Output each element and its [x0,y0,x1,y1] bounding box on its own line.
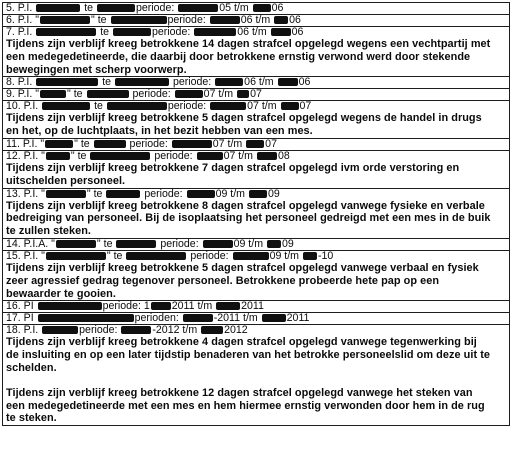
entry-location-label: te [91,101,106,113]
redacted-date-end [278,78,298,86]
redacted-date-start [210,16,240,24]
entry-row-15 [3,251,509,301]
entry-location-label: te [81,3,96,14]
entry-period-to: 06 [289,15,301,26]
entry-row-8 [3,77,509,89]
entry-period-from: 05 t/m [219,3,252,14]
incident-text-line: en het, op de luchtplaats, in het bezit hebben van een mes. [6,125,313,138]
redacted-name [42,102,90,110]
entry-row-16 [3,301,509,313]
redacted-date-end [281,102,299,110]
incident-text-line: uitschelden personeel. [6,174,126,187]
entry-prefix: 16. PI [6,301,37,313]
redacted-date-start [151,302,171,310]
entry-header-16 [6,301,506,312]
redacted-name [38,302,102,310]
redacted-date-end [216,302,240,310]
entry-row-17 [3,313,509,325]
incident-text-line: een medegedetineerde met een mes en hem hiermee ernstig verwonden door hem in de rug [6,399,485,412]
incident-text-line: te steken. [6,412,57,425]
entry-header-6 [6,15,506,26]
redacted-date-end [237,90,249,98]
entry-header-9 [6,89,506,100]
incident-text-line: zeer agressief gedrag tegenover personeel. Betrokkene probeerde hete pap op een [6,274,440,287]
entry-location-label: " te [70,150,90,162]
incident-text-line: Tijdens zijn verblijf kreeg betrokkene 7 dagen strafcel opgelegd ivm orde verstoring en [6,161,460,174]
incident-text-line: een medegedetineerde, die daarbij door betrokkene ernstig verwond werd door stekende [6,50,471,63]
redacted-name [40,16,90,24]
document-table [2,2,510,426]
entry-period-label: periode: [151,150,196,162]
entry-period-to: 09 [281,238,294,250]
redacted-name [46,252,106,260]
entry-period-from: 07 t/m [247,101,280,113]
redacted-date-end [262,314,286,322]
entry-row-11 [3,139,509,151]
redacted-name [46,152,70,160]
entry-prefix: 9. P.I. " [6,89,40,101]
entry-period-from: 06 t/m [237,27,270,38]
entry-period-from: 09 t/m [269,250,302,262]
redacted-name [56,240,96,248]
incident-text-line: Tijdens zijn verblijf kreeg betrokkene 5 dagen strafcel opgelegd vanwege verbaal en fysiek [6,261,479,274]
redacted-date-start [210,102,246,110]
redacted-name [42,326,78,334]
entry-period-to: 2011 [286,313,310,325]
entry-location-label: te [97,27,112,38]
entry-header-14 [6,239,506,250]
entry-period-to: 07 [250,89,262,101]
redacted-name [36,28,96,36]
redacted-location [126,252,186,260]
entry-prefix: 7. P.I. [6,27,36,38]
redacted-location [94,140,126,148]
entry-location-label: " te [91,15,110,26]
redacted-date-end [249,190,267,198]
entry-period-to: 06 [271,3,284,14]
redacted-location [97,4,135,12]
incident-text-line: Tijdens zijn verblijf kreeg betrokkene 5 dagen strafcel opgelegd wegens de handel in drugs [6,112,482,125]
entry-period-to: 07 [299,101,312,113]
entry-prefix: 10. P.I. [6,101,42,113]
redacted-date-end [246,140,264,148]
redacted-date-end [257,152,277,160]
entry-period-to: 09 [267,188,280,200]
entry-period-label: periode: [79,325,121,337]
redacted-date-start [183,314,213,322]
redacted-location [115,78,169,86]
redacted-date-start [172,140,212,148]
entry-period-label: perioden: [134,313,182,325]
redacted-date-start [233,252,269,260]
entry-period-from: 07 t/m [212,138,246,150]
entry-period-to: 06 [291,27,304,38]
entry-prefix: 13. P.I. " [6,188,45,200]
entry-header-5 [6,3,506,14]
entry-period-to: 06 [298,77,311,89]
redacted-date-start [203,240,233,248]
entry-period-to: 2011 [241,301,264,313]
entry-row-6 [3,15,509,27]
entry-row-14 [3,239,509,251]
entry-period-label: periode: [187,250,232,262]
entry-period-to: 07 [265,138,277,150]
entry-period-label: periode: [167,101,210,113]
incident-text-line: de insluiting en op een later tijdstip benaderen van het betrokke personeelslid om deze uit te [6,349,490,362]
redacted-name [36,78,98,86]
entry-header-15 [6,251,506,262]
redacted-date-start [175,90,203,98]
incident-text-line: Tijdens zijn verblijf kreeg betrokkene 14 dagen strafcel opgelegd wegens een vechtpartij met [6,38,491,50]
incident-text-line: te zullen steken. [6,225,91,238]
entry-header-12 [6,151,506,162]
redacted-location [116,240,156,248]
paragraph-gap [6,375,506,387]
redacted-location [106,190,140,198]
redacted-location [111,16,167,24]
entry-period-from: -2011 t/m [213,313,261,325]
redacted-date-end [271,28,291,36]
redacted-date-start [187,190,215,198]
entry-location-label: " te [67,89,86,101]
entry-row-12 [3,151,509,189]
redacted-name [38,314,134,322]
entry-period-label: periode: [170,77,215,89]
entry-prefix: 14. P.I.A. " [6,238,55,250]
entry-header-13 [6,189,506,200]
redacted-name [36,4,80,12]
redacted-date-end [274,16,288,24]
entry-period-to: 08 [277,150,290,162]
incident-text-line: Tijdens zijn verblijf kreeg betrokkene 4 dagen strafcel opgelegd vanwege tegenwerking bij [6,336,477,349]
entry-prefix: 6. P.I. " [6,15,40,26]
entry-period-label: periode: 1 [102,301,150,313]
incident-text-line: schelden. [6,361,57,374]
entry-location-label: " te [74,138,93,150]
redacted-name [40,90,66,98]
entry-period-from: 07 t/m [203,89,237,101]
entry-period-label: periode: [126,138,171,150]
redacted-date-start [215,78,243,86]
entry-period-label: periode: [129,89,174,101]
entry-period-from: 06 t/m [244,77,277,89]
entry-period-from: 2011 t/m [171,301,216,313]
redacted-date-end [253,4,271,12]
entry-location-label: " te [106,250,126,262]
redacted-date-end [303,252,317,260]
entry-header-11 [6,139,506,150]
redacted-date-start [197,152,223,160]
incident-text-line: bewaarder te gooien. [6,287,116,300]
incident-text-line: Tijdens zijn verblijf kreeg betrokkene 8 dagen strafcel opgelegd vanwege fysieke en verbale [6,199,485,212]
entry-period-to: 2012 [224,325,248,337]
entry-location-label: " te [86,188,106,200]
entry-period-label: periode: [167,15,209,26]
entry-row-9 [3,89,509,101]
entry-header-10 [6,101,506,112]
redacted-location [107,102,167,110]
entry-prefix: 5. P.I. [6,3,36,14]
entry-period-to: -10 [317,250,334,262]
entry-location-label: " te [96,238,116,250]
entry-row-10 [3,101,509,139]
entry-period-label: periode: [152,27,194,38]
entry-location-label: te [99,77,114,89]
incident-text-line: Tijdens zijn verblijf kreeg betrokkene 12 dagen strafcel opgelegd vanwege het steken van [6,386,473,399]
incident-text-line: bewegingen met scherp voorwerp. [6,63,187,76]
entry-row-13 [3,189,509,239]
entry-header-8 [6,77,506,88]
entry-row-18 [3,325,509,426]
entry-period-from: 07 t/m [223,150,256,162]
entry-header-7 [6,27,506,38]
redacted-name [45,140,73,148]
entry-row-7 [3,27,509,77]
redacted-date-end [267,240,281,248]
incident-text-line: bedreiging van personeel. Bij de isoplaatsing het personeel gedreigd met een mes in de buik [6,212,491,225]
redacted-date-start [178,4,218,12]
redacted-date-start [121,326,151,334]
redacted-location [87,90,129,98]
redacted-date-start [194,28,236,36]
entry-period-from: 06 t/m [240,15,274,26]
entry-prefix: 8. P.I. [6,77,36,89]
entry-prefix: 15. P.I. " [6,250,45,262]
entry-prefix: 11. P.I. " [6,138,45,150]
entry-header-17 [6,313,506,324]
redacted-date-end [201,326,223,334]
entry-period-label: periode: [136,3,178,14]
entry-prefix: 18. P.I. [6,325,42,337]
entry-period-label: periode: [141,188,186,200]
entry-period-from: 09 t/m [233,238,266,250]
entry-period-label: periode: [157,238,202,250]
entry-period-from: -2012 t/m [152,325,201,337]
redacted-location [90,152,150,160]
entry-header-18 [6,325,506,336]
entry-prefix: 17. PI [6,313,37,325]
entry-row-5 [3,3,509,15]
entry-prefix: 12. P.I. " [6,150,45,162]
entry-period-from: 09 t/m [215,188,248,200]
redacted-location [113,28,151,36]
redacted-name [46,190,86,198]
